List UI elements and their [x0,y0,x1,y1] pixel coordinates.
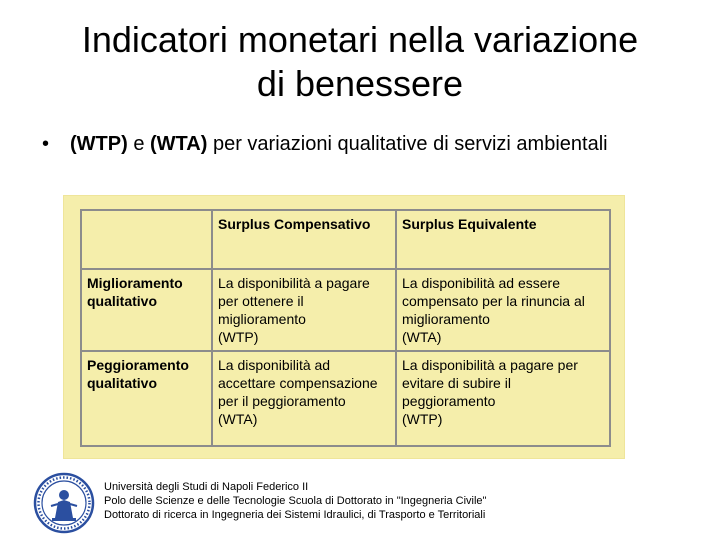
cell-line: miglioramento [218,311,306,327]
table-header-row [81,210,610,269]
footer-school: Polo delle Scienze e delle Tecnologie Scuola di Dottorato in "Ingegneria Civile" [104,495,487,507]
bullet-marker: • [42,133,50,155]
row-label-line: qualitativo [87,293,158,309]
welfare-table [80,209,611,447]
bullet-connector: e [127,133,151,155]
cell-miglioramento-es [396,269,610,351]
cell-line: peggioramento [402,393,496,409]
cell-line: La disponibilità a pagare [218,275,370,291]
cell-line: per ottenere il [218,293,304,309]
header-surplus-compensativo: Surplus Compensativo [212,210,396,269]
bullet-bold-wtp: (WTP) [70,133,128,155]
slide-title [20,18,700,106]
cell-line: (WTP) [402,411,443,427]
row-label-line: Peggioramento [87,357,189,373]
table-row [81,269,610,351]
university-seal-icon [33,472,95,534]
table-row [81,351,610,446]
table-panel [63,195,625,459]
table-corner-cell [81,210,212,269]
row-label-peggioramento [81,351,212,446]
cell-line: miglioramento [402,311,490,327]
row-label-line: qualitativo [87,375,158,391]
cell-peggioramento-cs [212,351,396,446]
footer-university: Università degli Studi di Napoli Federico II [104,481,309,493]
title-line-1: Indicatori monetari nella variazione [81,19,639,60]
bullet-point [42,132,682,156]
cell-line: compensato per la rinuncia al [402,293,585,309]
cell-miglioramento-cs [212,269,396,351]
cell-line: (WTA) [402,329,442,345]
bullet-text [70,132,682,156]
title-line-2: di benessere [256,63,464,104]
row-label-miglioramento [81,269,212,351]
footer-text [104,480,704,522]
row-label-line: Miglioramento [87,275,183,291]
cell-line: (WTP) [218,329,259,345]
cell-line: evitare di subire il [402,375,511,391]
footer-phd: Dottorato di ricerca in Ingegneria dei Sistemi Idraulici, di Trasporto e Territoriali [104,509,486,521]
cell-line: (WTA) [218,411,258,427]
cell-peggioramento-es [396,351,610,446]
cell-line: La disponibilità ad [218,357,331,373]
cell-line: La disponibilità a pagare per [402,357,578,373]
header-surplus-equivalente: Surplus Equivalente [396,210,610,269]
bullet-rest: per variazioni qualitative di servizi ambientali [207,133,608,155]
cell-line: La disponibilità ad essere [402,275,560,291]
cell-line: accettare compensazione [218,375,378,391]
cell-line: per il peggioramento [218,393,346,409]
bullet-bold-wta: (WTA) [150,133,208,155]
